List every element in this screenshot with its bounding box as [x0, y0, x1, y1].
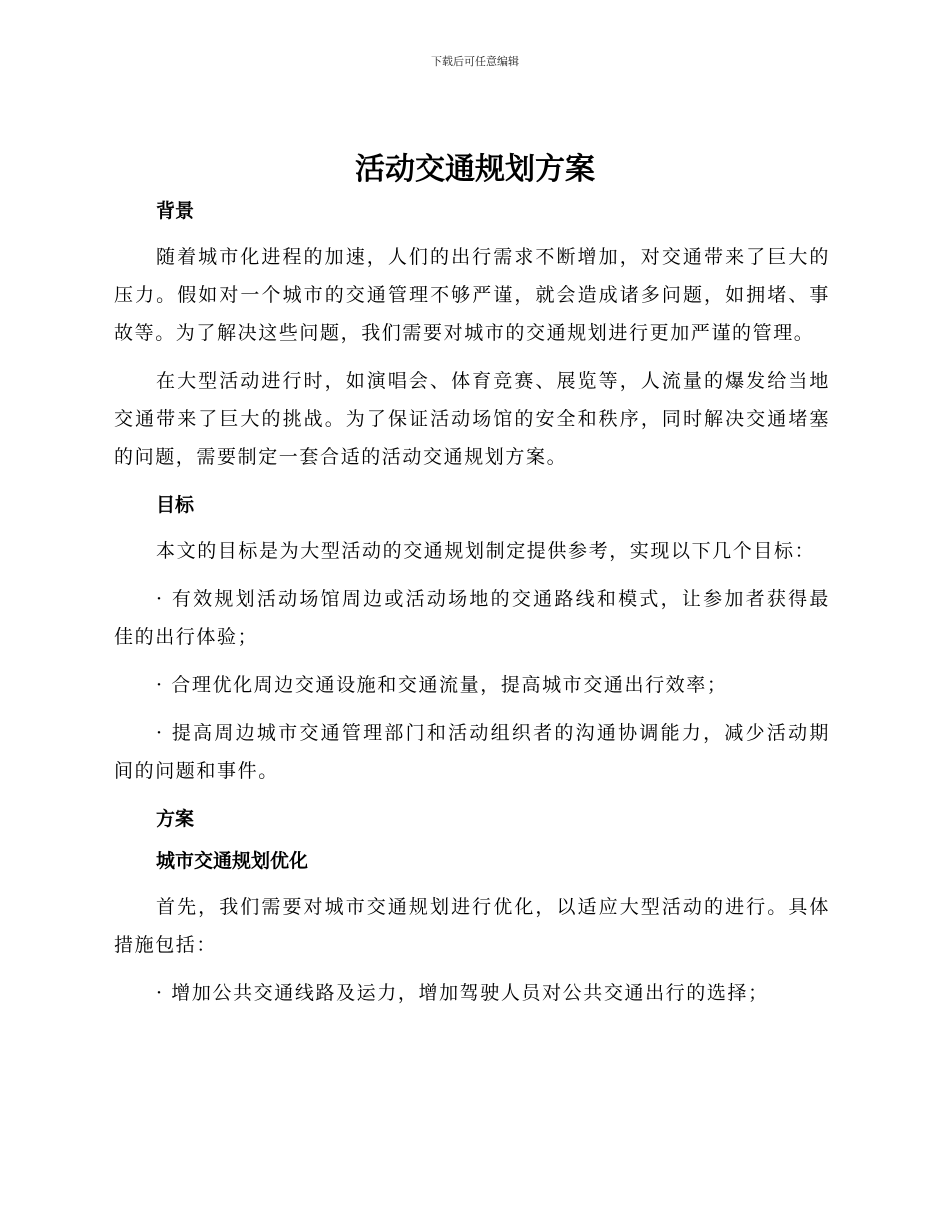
section-heading-goals: 目标: [156, 494, 195, 516]
paragraph: 首先，我们需要对城市交通规划进行优化，以适应大型活动的进行。具体措施包括：: [114, 896, 830, 956]
section-heading-background: 背景: [156, 200, 195, 222]
list-item: · 合理优化周边交通设施和交通流量，提高城市交通出行效率；: [156, 674, 728, 696]
list-item: · 有效规划活动场馆周边或活动场地的交通路线和模式，让参加者获得最佳的出行体验；: [114, 588, 830, 648]
header-note: 下载后可任意编辑: [431, 55, 519, 68]
document-body: [114, 196, 830, 1022]
list-item: · 提高周边城市交通管理部门和活动组织者的沟通协调能力，减少活动期间的问题和事件。: [114, 722, 830, 782]
page-title: 活动交通规划方案: [355, 152, 595, 187]
subsection-heading: 城市交通规划优化: [156, 850, 309, 872]
section-heading-plan: 方案: [156, 808, 195, 830]
list-item: · 增加公共交通线路及运力，增加驾驶人员对公共交通出行的选择；: [156, 982, 769, 1004]
paragraph: 随着城市化进程的加速，人们的出行需求不断增加，对交通带来了巨大的压力。假如对一个城市的交通管理不够严谨，就会造成诸多问题，如拥堵、事故等。为了解决这些问题，我们需要对城市的交通规划进行更加严谨的管理。: [114, 246, 830, 344]
paragraph: 本文的目标是为大型活动的交通规划制定提供参考，实现以下几个目标：: [156, 540, 816, 562]
paragraph: 在大型活动进行时，如演唱会、体育竞赛、展览等，人流量的爆发给当地交通带来了巨大的挑战。为了保证活动场馆的安全和秩序，同时解决交通堵塞的问题，需要制定一套合适的活动交通规划方案。: [114, 370, 830, 468]
